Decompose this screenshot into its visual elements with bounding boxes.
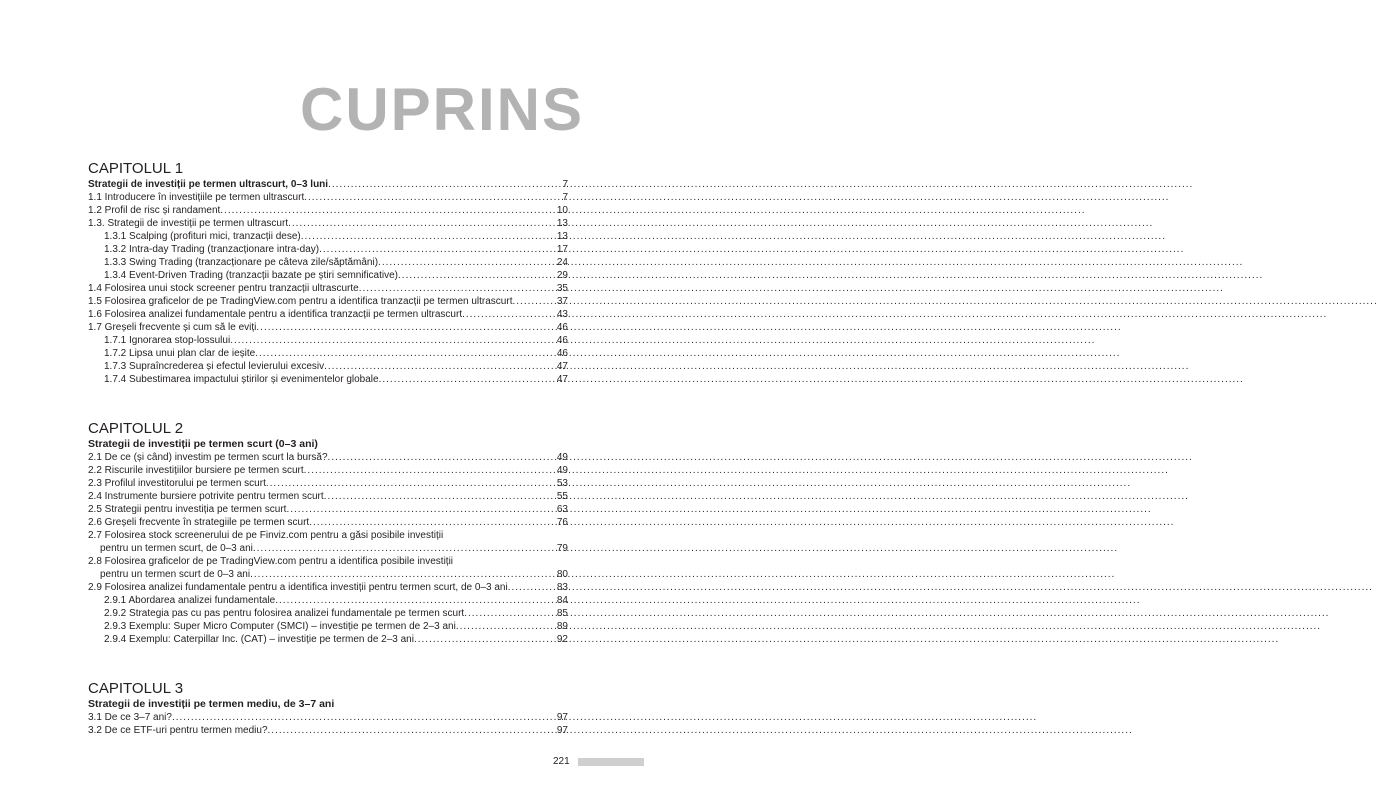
- chapter-block: [88, 680, 568, 737]
- toc-entry-page: 10: [556, 205, 568, 216]
- toc-entry[interactable]: [88, 191, 568, 204]
- toc-entry-title: 2.7 Folosirea stock screenerului de pe Finviz.com pentru a găsi posibile investiții: [88, 530, 444, 541]
- page-number: 221: [553, 756, 570, 767]
- toc-leader-dots: [309, 516, 556, 529]
- toc-leader-dots: [255, 347, 556, 360]
- toc-entry[interactable]: [88, 321, 568, 334]
- toc-entry[interactable]: [88, 217, 568, 230]
- toc-leader-dots: [253, 542, 556, 555]
- toc-entry-page: 13: [556, 231, 568, 242]
- toc-entry-page: 43: [556, 309, 568, 320]
- toc-entry-page: 13: [556, 218, 568, 229]
- toc-entry-page: 97: [556, 725, 568, 736]
- toc-leader-dots: [508, 581, 556, 594]
- chapter-subtitle: [88, 178, 568, 191]
- chapter-heading: CAPITOLUL 2: [88, 420, 184, 437]
- toc-entry-page: 80: [556, 569, 568, 580]
- toc-entry-page: 49: [556, 465, 568, 476]
- toc-leader-dots: [275, 594, 556, 607]
- toc-entry-title: 2.9.3 Exemplu: Super Micro Computer (SMCI) – investiție pe termen de 2–3 ani: [104, 621, 456, 632]
- toc-entry-title: 2.8 Folosirea graficelor de pe TradingView.com pentru a identifica posibile investiții: [88, 556, 454, 567]
- toc-entry-multiline: [88, 529, 568, 555]
- toc-entry-title: 1.3.2 Intra-day Trading (tranzacționare intra-day): [104, 244, 320, 255]
- toc-entry-page: 46: [556, 348, 568, 359]
- toc-entry-page: 83: [556, 582, 568, 593]
- toc-leader-dots: [456, 620, 556, 633]
- toc-entry-page: 85: [556, 608, 568, 619]
- toc-entry-title: 3.2 De ce ETF-uri pentru termen mediu?: [88, 725, 268, 736]
- toc-leader-dots: [266, 477, 556, 490]
- toc-leader-dots: [268, 724, 556, 737]
- toc-entry[interactable]: [88, 282, 568, 295]
- toc-entry-title: 1.6 Folosirea analizei fundamentale pentru a identifica tranzacții pe termen ultrascurt: [88, 309, 463, 320]
- toc-entry-title: 1.3.4 Event-Driven Trading (tranzacții bazate pe știri semnificative): [104, 270, 399, 281]
- toc-leader-dots: [220, 204, 556, 217]
- toc-entry-page: 79: [556, 543, 568, 554]
- toc-leader-dots: [250, 568, 556, 581]
- toc-entry[interactable]: [88, 503, 568, 516]
- toc-entry-title: 1.3. Strategii de investiții pe termen ultrascurt: [88, 218, 289, 229]
- toc-entry-title: 2.4 Instrumente bursiere potrivite pentru termen scurt: [88, 491, 324, 502]
- toc-entry[interactable]: [88, 243, 568, 256]
- toc-entry-title: 2.9.4 Exemplu: Caterpillar Inc. (CAT) – investiție pe termen de 2–3 ani: [104, 634, 414, 645]
- chapter-subtitle: Strategii de investiții pe termen scurt (0–3 ani): [88, 438, 318, 450]
- toc-entry-page: 53: [556, 478, 568, 489]
- toc-entry-title: 1.3.3 Swing Trading (tranzacționare pe câteva zile/săptămâni): [104, 257, 379, 268]
- chapter-block: [88, 160, 568, 386]
- toc-entry-page: 49: [556, 452, 568, 463]
- toc-leader-dots: [230, 334, 556, 347]
- toc-entry[interactable]: [88, 581, 568, 594]
- toc-leader-dots: [464, 607, 556, 620]
- toc-entry-title: 2.9.2 Strategia pas cu pas pentru folosirea analizei fundamentale pe termen scurt: [104, 608, 465, 619]
- toc-entry-title: 2.9 Folosirea analizei fundamentale pentru a identifica investiții pentru termen scurt, de 0–3 ani: [88, 582, 508, 593]
- toc-entry-page: 55: [556, 491, 568, 502]
- chapter-subtitle-text: Strategii de investiții pe termen ultrascurt, 0–3 luni: [88, 179, 329, 190]
- toc-leader-dots: [304, 464, 556, 477]
- toc-entry-page: 46: [556, 335, 568, 346]
- toc-entry-title: 1.3.1 Scalping (profituri mici, tranzacții dese): [104, 231, 301, 242]
- toc-entry-page: 76: [556, 517, 568, 528]
- toc-entry-page: 35: [556, 283, 568, 294]
- toc-leader-dots: [328, 178, 561, 191]
- toc-entry[interactable]: [88, 633, 568, 646]
- toc-entry[interactable]: [88, 594, 568, 607]
- toc-entry[interactable]: [88, 204, 568, 217]
- toc-entry[interactable]: [88, 516, 568, 529]
- toc-leader-dots: [359, 282, 556, 295]
- toc-entry-multiline: [88, 555, 568, 581]
- toc-entry[interactable]: [88, 711, 568, 724]
- toc-entry-title: 1.7.1 Ignorarea stop-lossului: [104, 335, 231, 346]
- toc-entry-page: 84: [556, 595, 568, 606]
- toc-entry-title: 2.3 Profilul investitorului pe termen scurt: [88, 478, 266, 489]
- toc-leader-dots: [286, 503, 555, 516]
- toc-entry[interactable]: [88, 256, 568, 269]
- chapter-subtitle: Strategii de investiții pe termen mediu, de 3–7 ani: [88, 698, 335, 710]
- toc-entry-page: 97: [556, 712, 568, 723]
- toc-entry[interactable]: [88, 607, 568, 620]
- toc-entry[interactable]: [88, 464, 568, 477]
- chapter-block: [88, 420, 568, 646]
- toc-entry-title: 1.1 Introducere în investițiile pe termen ultrascurt: [88, 192, 305, 203]
- toc-entry[interactable]: [88, 230, 568, 243]
- toc-entry-page: 46: [556, 322, 568, 333]
- toc-leader-dots: [324, 360, 556, 373]
- toc-entry-title: 1.5 Folosirea graficelor de pe TradingView.com pentru a identifica tranzacții pe termen ultrascurt: [88, 296, 513, 307]
- toc-entry-page: 37: [556, 296, 568, 307]
- page-number-bar: [578, 758, 644, 766]
- toc-entry[interactable]: [88, 724, 568, 737]
- toc-leader-dots: [462, 308, 556, 321]
- toc-entry-title: 2.9.1 Abordarea analizei fundamentale: [104, 595, 276, 606]
- toc-entry[interactable]: [88, 490, 568, 503]
- toc-entry-page: 47: [556, 374, 568, 385]
- toc-leader-dots: [256, 321, 555, 334]
- toc-entry-page: 89: [556, 621, 568, 632]
- toc-entry-title: 2.5 Strategii pentru investiția pe termen scurt: [88, 504, 287, 515]
- toc-entry-page: 29: [556, 270, 568, 281]
- toc-entry-title: 1.7.3 Supraîncrederea și efectul levierului excesiv: [104, 361, 325, 372]
- toc-entry-title: 2.6 Greșeli frecvente în strategiile pe termen scurt: [88, 517, 310, 528]
- toc-entry-title: 3.1 De ce 3–7 ani?: [88, 712, 172, 723]
- toc-entry-title: 1.7 Greșeli frecvente și cum să le eviți: [88, 322, 257, 333]
- toc-leader-dots: [512, 295, 555, 308]
- toc-leader-dots: [379, 373, 556, 386]
- toc-entry-title: 1.7.2 Lipsa unui plan clar de ieșite: [104, 348, 256, 359]
- toc-entry[interactable]: [88, 568, 568, 581]
- toc-leader-dots: [288, 217, 556, 230]
- toc-entry-page: 24: [556, 257, 568, 268]
- toc-entry-page: 47: [556, 361, 568, 372]
- toc-entry[interactable]: [88, 360, 568, 373]
- toc-entry-title: 2.1 De ce (și când) investim pe termen scurt la bursă?: [88, 452, 328, 463]
- toc-entry[interactable]: [88, 451, 568, 464]
- toc-entry[interactable]: [88, 477, 568, 490]
- chapter-heading: CAPITOLUL 1: [88, 160, 184, 177]
- toc-entry-page: 17: [556, 244, 568, 255]
- toc-entry-title: 1.2 Profil de risc și randament: [88, 205, 221, 216]
- toc-entry-page: 63: [556, 504, 568, 515]
- toc-entry-title: 2.2 Riscurile investițiilor bursiere pe termen scurt: [88, 465, 304, 476]
- toc-entry-title: pentru un termen scurt de 0–3 ani: [100, 569, 251, 580]
- toc-leader-dots: [172, 711, 556, 724]
- toc-leader-dots: [301, 230, 556, 243]
- toc-leader-dots: [398, 269, 556, 282]
- toc-leader-dots: [414, 633, 556, 646]
- toc-leader-dots: [378, 256, 556, 269]
- toc-entry[interactable]: [88, 542, 568, 555]
- toc-entry[interactable]: [88, 269, 568, 282]
- toc-entry[interactable]: [88, 334, 568, 347]
- toc-leader-dots: [304, 191, 561, 204]
- toc-entry-page: 7: [562, 192, 568, 203]
- toc-leader-dots: [319, 243, 556, 256]
- toc-entry[interactable]: [88, 373, 568, 386]
- toc-entry-title: 1.7.4 Subestimarea impactului știrilor și evenimentelor globale: [104, 374, 379, 385]
- toc-leader-dots: [324, 490, 556, 503]
- toc-entry[interactable]: [88, 347, 568, 360]
- toc-entry-page: 7: [562, 179, 568, 190]
- toc-entry-title: pentru un termen scurt, de 0–3 ani: [100, 543, 253, 554]
- chapter-heading: CAPITOLUL 3: [88, 680, 184, 697]
- toc-entry-page: 92: [556, 634, 568, 645]
- toc-entry[interactable]: [88, 620, 568, 633]
- toc-leader-dots: [328, 451, 556, 464]
- page-title: CUPRINS: [300, 76, 585, 143]
- toc-entry[interactable]: [88, 295, 568, 308]
- toc-entry[interactable]: [88, 308, 568, 321]
- toc-entry-title: 1.4 Folosirea unui stock screener pentru tranzacții ultrascurte: [88, 283, 359, 294]
